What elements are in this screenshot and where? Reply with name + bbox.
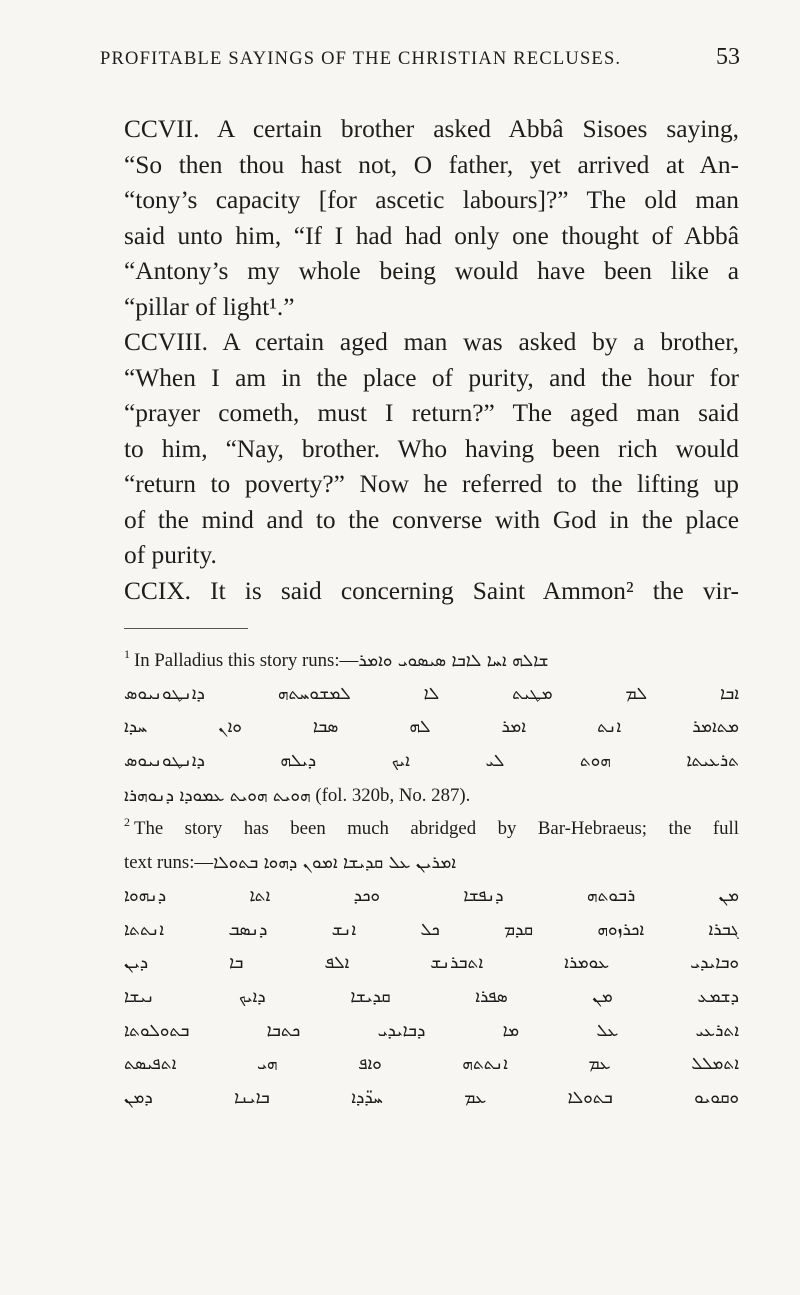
syriac-line: ܐܒܐ ܠܡ ܡܛܝܬ ܠܐ ܠܡܫܘܚܬܗ ܕܐܢܛܘܢܝܘܣ <box>124 683 739 704</box>
footnote-1-last-line <box>124 779 739 813</box>
text-line: “So then thou hast not, O father, yet arrived at An- <box>124 150 739 179</box>
syriac-line: ܬܪܥܝܬܐ ܗܘܬ ܠܝ ܐܝܟ ܕܝܠܗ ܕܐܢܛܘܢܝܘܣ <box>124 751 739 772</box>
syriac-text: ܗܘܝܬ ܗܘܝܬ ܥܡܘܕܐ ܕܢܘܗܪܐ <box>124 785 311 806</box>
running-title: PROFITABLE SAYINGS OF THE CHRISTIAN RECLUSES. <box>100 49 622 69</box>
syriac-line: ܓܒܪܐ ܐܟܪܙܘܗ ܩܕܡ ܟܠ ܐܢܫ ܕܢܣܒ ܐܢܬܬܐ <box>124 919 739 940</box>
footnotes <box>124 644 739 1116</box>
syriac-line: ܘܩܘܝܘ ܒܬܘܠܐ ܥܡ ܚܕ̈ܕܐ ܒܐܝܢܐ ܕܡܢ <box>124 1087 739 1108</box>
main-text <box>124 112 739 609</box>
text-line: to him, “Nay, brother. Who having been rich would <box>124 434 739 463</box>
text-line: “When I am in the place of purity, and the hour for <box>124 363 739 392</box>
footnote-marker: 2 <box>124 815 130 830</box>
page-number: 53 <box>716 44 740 70</box>
text-line: CCVII. A certain brother asked Abbâ Sisoes saying, <box>124 115 739 143</box>
footnote-rule <box>124 628 248 629</box>
text-line: “prayer cometh, must I return?” The aged man said <box>124 399 739 427</box>
folio-reference: (fol. 320b, No. 287). <box>315 784 471 806</box>
syriac-line: ܐܬܡܠܠ ܥܡ ܐܢܬܬܗ ܘܐܦ ܗܝ ܐܬܦܝܣܬ <box>124 1054 739 1075</box>
footnote-lead: text runs:— <box>124 852 214 874</box>
footnote-marker: 1 <box>124 647 130 661</box>
running-head <box>100 44 740 71</box>
syriac-text: ܫܐܠܗ ܐܚܐ ܠܐܒܐ ܣܝܣܘܝ ܘܐܡܪ <box>358 651 549 671</box>
text-line: of purity. <box>124 541 217 569</box>
text-line: of the mind and to the converse with God in the place <box>124 505 739 534</box>
text-line: CCVIII. A certain aged man was asked by a brother, <box>124 328 739 356</box>
syriac-line: ܐܬܪܥܝ ܥܠ ܡܐ ܕܒܐܝܕܝ ܟܬܒܐ ܒܬܘܠܘܬܐ <box>124 1020 739 1041</box>
syriac-line: ܕܫܡܥ ܡܢ ܣܦܪܐ ܩܕܝܫܐ ܕܐܝܟ ܢܝܫܐ <box>124 986 739 1007</box>
syriac-line: ܘܒܐܝܕܝ ܥܘܡܪܐ ܐܬܒܪܢܫ ܐܠܦ ܒܐ ܕܝܢ <box>124 953 739 974</box>
text-line: “pillar of light¹.” <box>124 292 295 321</box>
text-line: CCIX. It is said concerning Saint Ammon² the vir- <box>124 576 739 605</box>
footnote-lead: In Palladius this story runs:— <box>134 650 359 671</box>
text-line: “tony’s capacity [for ascetic labours]?” The old man <box>124 186 739 214</box>
text-line: “Antony’s my whole being would have been like a <box>124 257 739 285</box>
footnote-intro: The story has been much abridged by Bar-Hebraeus; the full <box>134 818 739 840</box>
footnote-2-lead-line <box>124 846 739 880</box>
text-line: said unto him, “If I had had only one thought of Abbâ <box>124 221 739 250</box>
syriac-line: ܡܢ ܪܒܘܬܗ ܕܢܦܫܐ ܘܟܕ ܐܬܐ ܕܢܗܘܐ <box>124 885 739 906</box>
syriac-line: ܡܬܐܡܪ ܐܢܬ ܐܡܪ ܠܗ ܣܒܐ ܘܐܢ ܚܕܐ <box>124 717 739 738</box>
text-line: “return to poverty?” Now he referred to the lifting up <box>124 470 739 498</box>
footnote-2-line <box>124 812 739 846</box>
syriac-text: ܐܡܪܝܢ ܥܠ ܩܕܝܫܐ ܐܡܘܢ ܕܗܘܐ ܒܬܘܠܐ <box>213 853 457 874</box>
footnote-1-line <box>124 644 739 678</box>
